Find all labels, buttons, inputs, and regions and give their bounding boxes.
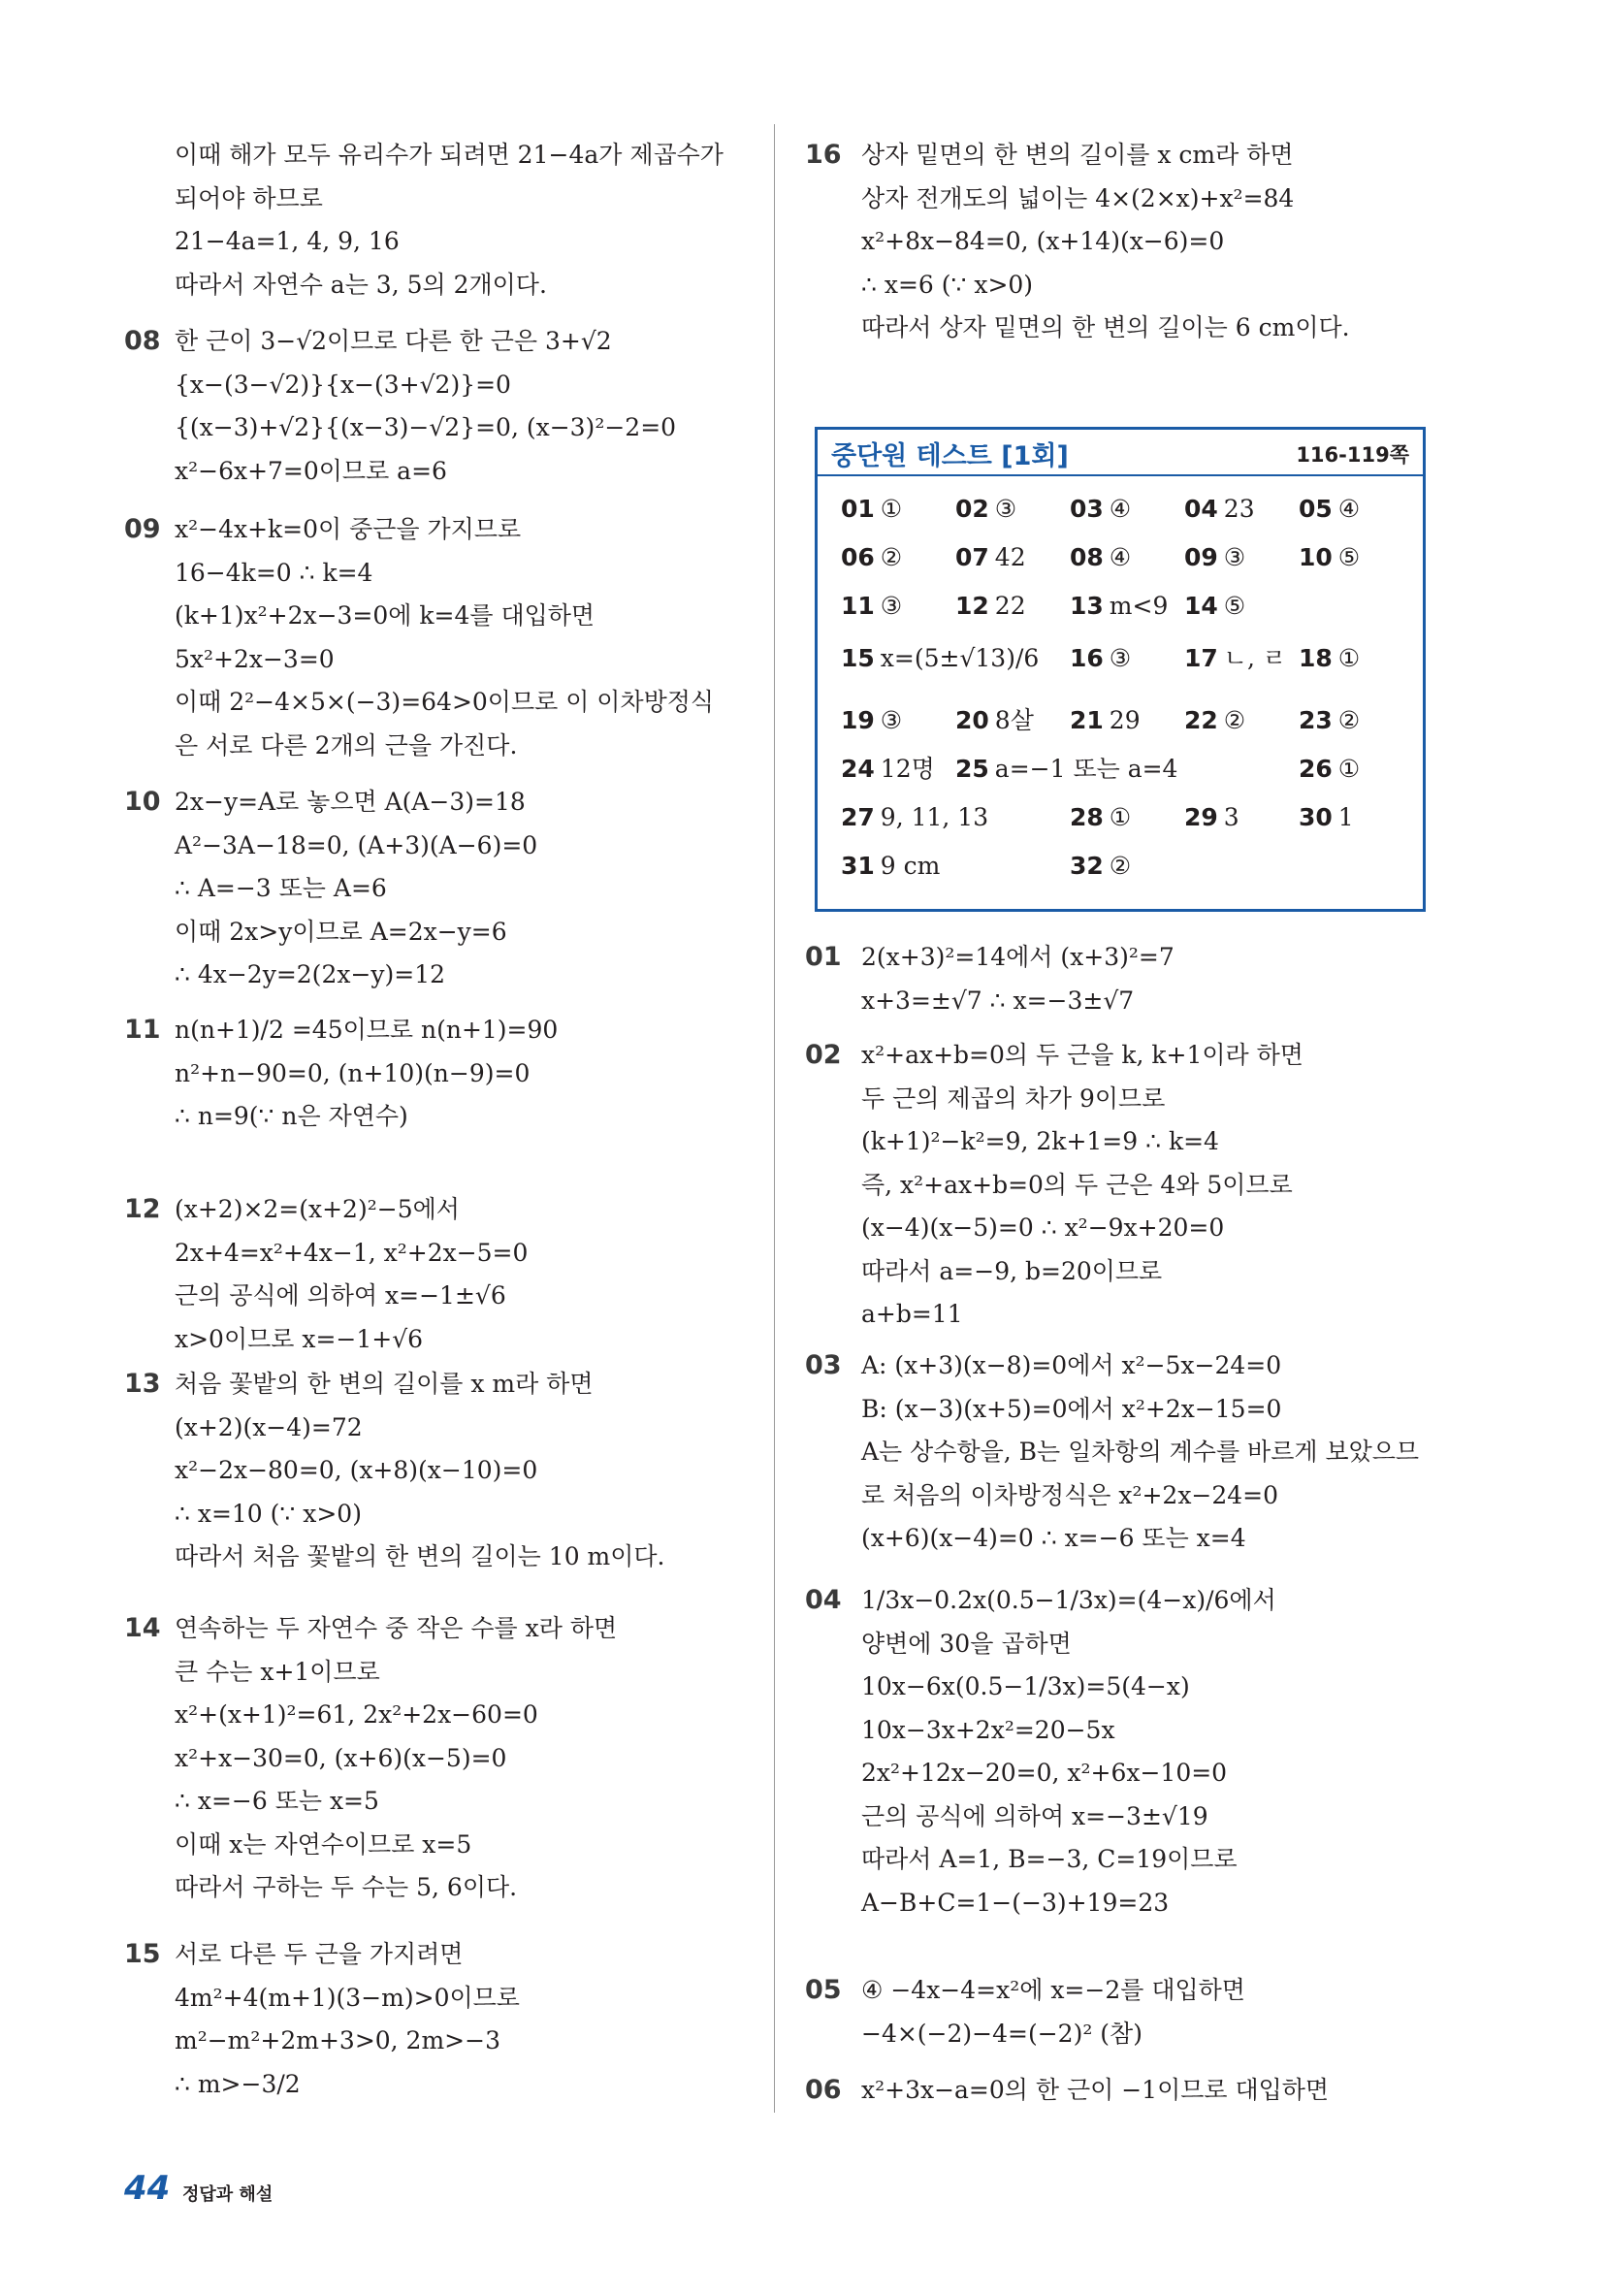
solution-line: x+3=±√7 ∴ x=−3±√7: [861, 986, 1135, 1015]
answer-02: [955, 490, 1016, 529]
solution-line: 2x−y=A로 놓으면 A(A−3)=18: [175, 788, 526, 816]
answer-number: 24: [841, 755, 875, 783]
problem-number: 14: [124, 1613, 161, 1643]
answer-09: [1184, 538, 1245, 577]
problem-number: 12: [124, 1194, 161, 1224]
solution-line: 5x²+2x−3=0: [175, 644, 335, 673]
solution-line: x>0이므로 x=−1+√6: [175, 1324, 424, 1353]
answer-05: [1299, 490, 1360, 529]
solution-line: 2x+4=x²+4x−1, x²+2x−5=0: [175, 1238, 529, 1267]
answer-number: 31: [841, 852, 875, 880]
solution-line: (x+2)×2=(x+2)²−5에서: [175, 1195, 460, 1223]
answer-06: [841, 538, 902, 577]
answer-17: [1184, 639, 1286, 678]
answer-number: 04: [1184, 495, 1218, 523]
answer-25: [955, 750, 1177, 789]
solution-line: 따라서 처음 꽃밭의 한 변의 길이는 10 m이다.: [175, 1542, 665, 1570]
solution-line: x²+(x+1)²=61, 2x²+2x−60=0: [175, 1700, 538, 1729]
answer-value: 9, 11, 13: [880, 803, 989, 831]
solution-line: x²+ax+b=0의 두 근을 k, k+1이라 하면: [861, 1041, 1303, 1069]
answer-number: 09: [1184, 543, 1218, 571]
answer-number: 01: [841, 495, 875, 523]
solution-line: 양변에 30을 곱하면: [861, 1629, 1072, 1658]
solution-line: x²+3x−a=0의 한 근이 −1이므로 대입하면: [861, 2076, 1330, 2104]
answer-number: 14: [1184, 592, 1218, 620]
solution-line: ∴ m>−3/2: [175, 2069, 301, 2098]
answer-number: 17: [1184, 644, 1218, 672]
answer-value: ①: [880, 495, 903, 523]
answer-number: 02: [955, 495, 989, 523]
answer-03: [1070, 490, 1131, 529]
problem-number: 08: [124, 326, 161, 356]
solution-line: x²+8x−84=0, (x+14)(x−6)=0: [861, 227, 1225, 255]
answer-04: [1184, 490, 1255, 529]
answer-number: 25: [955, 755, 989, 783]
answer-32: [1070, 847, 1131, 886]
solution-line: a+b=11: [861, 1300, 963, 1328]
problem-number: 01: [805, 942, 842, 972]
solution-line: x²+x−30=0, (x+6)(x−5)=0: [175, 1743, 507, 1772]
solution-line: x²−4x+k=0이 중근을 가지므로: [175, 515, 522, 543]
problem-number: 03: [805, 1350, 842, 1380]
answer-value: ③: [1109, 644, 1132, 672]
answer-number: 26: [1299, 755, 1333, 783]
solution-line: ∴ n=9(∵ n은 자연수): [175, 1102, 408, 1130]
test-header: [818, 430, 1423, 476]
column-divider: [774, 124, 775, 2113]
answer-20: [955, 701, 1034, 740]
answer-number: 32: [1070, 852, 1104, 880]
answer-value: 8살: [994, 706, 1034, 734]
solution-line: 근의 공식에 의하여 x=−1±√6: [175, 1281, 506, 1310]
test-title: 중단원 테스트 [1회]: [831, 441, 1069, 471]
answer-number: 11: [841, 592, 875, 620]
solution-line: 10x−6x(0.5−1/3x)=5(4−x): [861, 1672, 1190, 1700]
solution-line: ∴ A=−3 또는 A=6: [175, 874, 387, 902]
problem-number: 09: [124, 514, 161, 544]
answer-28: [1070, 798, 1131, 837]
answer-value: ②: [1223, 706, 1246, 734]
solution-line: 근의 공식에 의하여 x=−3±√19: [861, 1801, 1208, 1830]
unit-test-answer-box: [815, 427, 1426, 912]
answer-number: 18: [1299, 644, 1333, 672]
answer-29: [1184, 798, 1239, 837]
solution-line: (x−4)(x−5)=0 ∴ x²−9x+20=0: [861, 1213, 1225, 1242]
answer-number: 29: [1184, 803, 1218, 831]
solution-line: 1/3x−0.2x(0.5−1/3x)=(4−x)/6에서: [861, 1586, 1276, 1614]
answer-number: 08: [1070, 543, 1104, 571]
solution-line: 이때 2²−4×5×(−3)=64>0이므로 이 이차방정식: [175, 688, 715, 716]
solution-line: 따라서 a=−9, b=20이므로: [861, 1256, 1163, 1285]
solution-line: 따라서 구하는 두 수는 5, 6이다.: [175, 1873, 518, 1901]
solution-line: A: (x+3)(x−8)=0에서 x²−5x−24=0: [861, 1351, 1282, 1379]
solution-line: n(n+1)/2 =45이므로 n(n+1)=90: [175, 1016, 559, 1044]
page-number: 44: [124, 2169, 171, 2208]
solution-line: {(x−3)+√2}{(x−3)−√2}=0, (x−3)²−2=0: [175, 413, 677, 441]
solution-line: 2x²+12x−20=0, x²+6x−10=0: [861, 1759, 1228, 1787]
problem-number: 10: [124, 787, 161, 817]
answer-value: 42: [994, 543, 1026, 571]
solution-line: n²+n−90=0, (n+10)(n−9)=0: [175, 1058, 531, 1087]
answer-30: [1299, 798, 1354, 837]
answer-number: 03: [1070, 495, 1104, 523]
answer-01: [841, 490, 902, 529]
solution-line: 한 근이 3−√2이므로 다른 한 근은 3+√2: [175, 327, 612, 355]
problem-number: 04: [805, 1585, 842, 1615]
answer-value: ⑤: [1223, 592, 1246, 620]
answer-value: m<9: [1109, 592, 1169, 620]
solution-line: 은 서로 다른 2개의 근을 가진다.: [175, 730, 518, 760]
answer-value: ㄴ, ㄹ: [1223, 644, 1286, 672]
answer-number: 13: [1070, 592, 1104, 620]
solution-line: 큰 수는 x+1이므로: [175, 1657, 380, 1686]
answer-number: 23: [1299, 706, 1333, 734]
answer-08: [1070, 538, 1131, 577]
solution-line: A는 상수항을, B는 일차항의 계수를 바르게 보았으므: [861, 1438, 1420, 1466]
answer-value: ②: [1109, 852, 1132, 880]
solution-line: (x+2)(x−4)=72: [175, 1412, 363, 1441]
answer-13: [1070, 587, 1168, 626]
answer-number: 12: [955, 592, 989, 620]
answer-24: [841, 750, 935, 789]
solution-line: 21−4a=1, 4, 9, 16: [175, 227, 400, 255]
answer-value: a=−1 또는 a=4: [994, 755, 1178, 783]
answer-number: 05: [1299, 495, 1333, 523]
solution-line: {x−(3−√2)}{x−(3+√2)}=0: [175, 370, 511, 399]
solution-line: (x+6)(x−4)=0 ∴ x=−6 또는 x=4: [861, 1524, 1246, 1552]
problem-number: 13: [124, 1369, 161, 1399]
solution-line: 10x−3x+2x²=20−5x: [861, 1715, 1115, 1744]
solution-line: (k+1)x²+2x−3=0에 k=4를 대입하면: [175, 601, 595, 630]
answer-value: ③: [880, 592, 903, 620]
answer-value: x=(5±√13)/6: [880, 644, 1040, 672]
answer-21: [1070, 701, 1141, 740]
solution-line: 처음 꽃밭의 한 변의 길이를 x m라 하면: [175, 1370, 594, 1398]
problem-number: 15: [124, 1939, 161, 1969]
solution-line: ④ −4x−4=x²에 x=−2를 대입하면: [861, 1976, 1245, 2004]
solution-line: x²−2x−80=0, (x+8)(x−10)=0: [175, 1456, 538, 1484]
solution-line: 2(x+3)²=14에서 (x+3)²=7: [861, 943, 1175, 971]
solution-line: 이때 해가 모두 유리수가 되려면 21−4a가 제곱수가: [175, 141, 724, 169]
answer-11: [841, 587, 902, 626]
solution-line: ∴ x=10 (∵ x>0): [175, 1499, 362, 1528]
answer-15: [841, 639, 1039, 678]
answer-number: 19: [841, 706, 875, 734]
solution-line: 로 처음의 이차방정식은 x²+2x−24=0: [861, 1480, 1279, 1509]
answer-value: ③: [880, 706, 903, 734]
solution-line: 따라서 상자 밑면의 한 변의 길이는 6 cm이다.: [861, 313, 1350, 341]
solution-line: B: (x−3)(x+5)=0에서 x²+2x−15=0: [861, 1394, 1282, 1423]
answer-value: 29: [1109, 706, 1141, 734]
solution-line: 상자 밑면의 한 변의 길이를 x cm라 하면: [861, 141, 1294, 169]
solution-line: x²−6x+7=0이므로 a=6: [175, 456, 447, 485]
answer-value: 22: [994, 592, 1026, 620]
answer-value: ④: [1337, 495, 1361, 523]
solution-line: 되어야 하므로: [175, 183, 323, 212]
solution-line: A²−3A−18=0, (A+3)(A−6)=0: [175, 830, 538, 859]
answer-26: [1299, 750, 1360, 789]
footer-label: 정답과 해설: [182, 2184, 274, 2205]
answer-10: [1299, 538, 1360, 577]
solution-line: 이때 2x>y이므로 A=2x−y=6: [175, 917, 507, 946]
answer-12: [955, 587, 1026, 626]
answer-14: [1184, 587, 1245, 626]
answer-number: 07: [955, 543, 989, 571]
solution-line: ∴ x=6 (∵ x>0): [861, 270, 1034, 299]
solution-line: 4m²+4(m+1)(3−m)>0이므로: [175, 1983, 520, 2012]
answer-value: 9 cm: [880, 852, 941, 880]
answer-value: 12명: [880, 755, 935, 783]
answer-18: [1299, 639, 1360, 678]
solution-line: 이때 x는 자연수이므로 x=5: [175, 1829, 472, 1859]
answer-23: [1299, 701, 1360, 740]
answer-value: 23: [1223, 495, 1255, 523]
answer-number: 28: [1070, 803, 1104, 831]
answer-value: ①: [1109, 803, 1132, 831]
answer-number: 15: [841, 644, 875, 672]
answer-value: 1: [1337, 803, 1354, 831]
answer-22: [1184, 701, 1245, 740]
answer-value: ①: [1337, 755, 1361, 783]
answer-value: ②: [1337, 706, 1361, 734]
answer-number: 10: [1299, 543, 1333, 571]
answer-value: ④: [1109, 543, 1132, 571]
answer-value: 3: [1223, 803, 1239, 831]
solution-line: −4×(−2)−4=(−2)² (참): [861, 2019, 1142, 2048]
answer-value: ⑤: [1337, 543, 1361, 571]
problem-number: 16: [805, 140, 842, 170]
answer-16: [1070, 639, 1131, 678]
test-pages: 116-119쪽: [1296, 443, 1409, 467]
solution-line: 16−4k=0 ∴ k=4: [175, 558, 373, 587]
answer-31: [841, 847, 940, 886]
problem-number: 11: [124, 1015, 161, 1045]
problem-number: 06: [805, 2075, 842, 2105]
answer-number: 30: [1299, 803, 1333, 831]
solution-line: 서로 다른 두 근을 가지려면: [175, 1940, 464, 1968]
problem-number: 05: [805, 1975, 842, 2005]
answer-19: [841, 701, 902, 740]
solution-line: 두 근의 제곱의 차가 9이므로: [861, 1083, 1166, 1113]
answer-07: [955, 538, 1026, 577]
solution-line: 즉, x²+ax+b=0의 두 근은 4와 5이므로: [861, 1170, 1293, 1199]
solution-line: 따라서 자연수 a는 3, 5의 2개이다.: [175, 270, 547, 299]
solution-line: 따라서 A=1, B=−3, C=19이므로: [861, 1845, 1238, 1873]
answer-value: ①: [1337, 644, 1361, 672]
answer-number: 20: [955, 706, 989, 734]
answer-number: 22: [1184, 706, 1218, 734]
solution-line: (k+1)²−k²=9, 2k+1=9 ∴ k=4: [861, 1127, 1219, 1155]
solution-line: A−B+C=1−(−3)+19=23: [861, 1888, 1170, 1917]
answer-value: ③: [1223, 543, 1246, 571]
answer-27: [841, 798, 988, 837]
answer-number: 21: [1070, 706, 1104, 734]
answer-number: 27: [841, 803, 875, 831]
answer-value: ④: [1109, 495, 1132, 523]
solution-line: ∴ x=−6 또는 x=5: [175, 1787, 379, 1815]
solution-line: ∴ 4x−2y=2(2x−y)=12: [175, 960, 446, 988]
answer-number: 06: [841, 543, 875, 571]
problem-number: 02: [805, 1040, 842, 1070]
answer-number: 16: [1070, 644, 1104, 672]
answer-value: ②: [880, 543, 903, 571]
solution-line: m²−m²+2m+3>0, 2m>−3: [175, 2026, 500, 2054]
solution-line: 연속하는 두 자연수 중 작은 수를 x라 하면: [175, 1614, 618, 1642]
answer-value: ③: [994, 495, 1017, 523]
solution-line: 상자 전개도의 넓이는 4×(2×x)+x²=84: [861, 183, 1295, 212]
